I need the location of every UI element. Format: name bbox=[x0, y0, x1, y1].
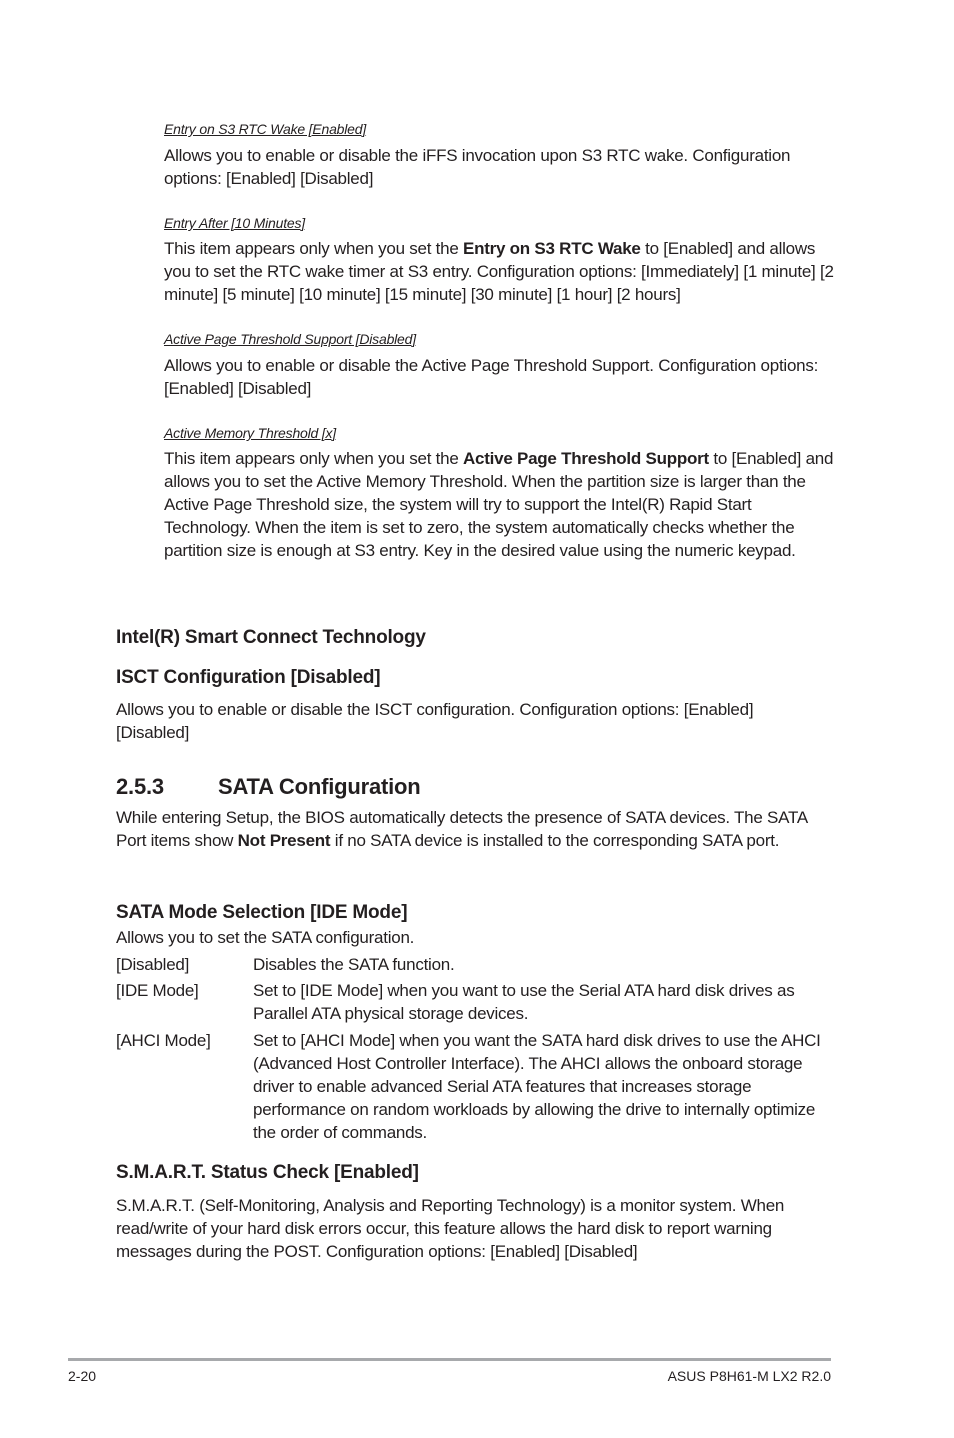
bold-term: Not Present bbox=[237, 831, 331, 850]
option-term-disabled: [Disabled] bbox=[116, 955, 190, 974]
section-number: 2.5.3 bbox=[116, 774, 164, 799]
item-body-active-page-threshold: Allows you to enable or disable the Active Page Threshold Support. Configuration options: [Enabled] [Disabled] bbox=[164, 356, 819, 398]
sata-mode-heading: SATA Mode Selection [IDE Mode] bbox=[116, 902, 408, 923]
isct-config-heading: ISCT Configuration [Disabled] bbox=[116, 667, 381, 688]
smart-body: S.M.A.R.T. (Self-Monitoring, Analysis and Reporting Technology) is a monitor system. When read/write of your hard disk errors occur, this feature allows the hard disk to report warning messages during the POST. Configuration options: [Enabled] [Disabled] bbox=[116, 1196, 785, 1261]
item-body-entry-after: This item appears only when you set the Entry on S3 RTC Wake to [Enabled] and allows you to set the RTC wake timer at S3 entry. Configuration options: [Immediately] [1 minute] [2 minute] [5 minute] [10 minute] [15 minute] [30 minute] [1 hour] [2 hours] bbox=[164, 239, 834, 304]
item-title-entry-on-s3-rtc-wake: Entry on S3 RTC Wake [Enabled] bbox=[164, 121, 367, 137]
footer-page-number: 2-20 bbox=[68, 1368, 97, 1384]
item-title-active-memory-threshold: Active Memory Threshold [x] bbox=[164, 425, 336, 441]
footer-rule bbox=[68, 1358, 831, 1361]
isct-heading: Intel(R) Smart Connect Technology bbox=[116, 627, 426, 648]
option-desc-ahci-mode: Set to [AHCI Mode] when you want the SATA hard disk drives to use the AHCI (Advanced Host Controller Interface). The AHCI allows the onboard storage driver to enable advanced Serial ATA features that increases storage performance on random workloads by allowing the drive to internally optimize the order of commands. bbox=[253, 1031, 821, 1142]
smart-heading: S.M.A.R.T. Status Check [Enabled] bbox=[116, 1162, 419, 1183]
item-title-entry-after: Entry After [10 Minutes] bbox=[164, 215, 305, 231]
isct-body: Allows you to enable or disable the ISCT configuration. Configuration options: [Enabled] [Disabled] bbox=[116, 700, 754, 742]
option-desc-ide-mode: Set to [IDE Mode] when you want to use the Serial ATA hard disk drives as Parallel ATA physical storage devices. bbox=[253, 981, 795, 1023]
item-title-active-page-threshold: Active Page Threshold Support [Disabled] bbox=[164, 331, 416, 347]
footer-product-name: ASUS P8H61-M LX2 R2.0 bbox=[667, 1368, 831, 1384]
sata-mode-desc: Allows you to set the SATA configuration. bbox=[116, 928, 415, 947]
item-body-active-memory-threshold: This item appears only when you set the Active Page Threshold Support to [Enabled] and allows you to set the Active Memory Threshold. When the partition size is larger than the Active Page Threshold size, the system will try to support the Intel(R) Rapid Start Technology. When the item is set to zero, the system automatically checks whether the partition size is enough at S3 entry. Key in the desired value using the numeric keypad. bbox=[164, 449, 834, 560]
option-term-ahci-mode: [AHCI Mode] bbox=[116, 1031, 211, 1050]
option-desc-disabled: Disables the SATA function. bbox=[253, 955, 455, 974]
bold-term: Active Page Threshold Support bbox=[463, 449, 709, 468]
sata-intro: While entering Setup, the BIOS automatically detects the presence of SATA devices. The SATA Port items show Not Present if no SATA device is installed to the corresponding SATA port. bbox=[116, 808, 807, 850]
section-title: SATA Configuration bbox=[218, 774, 421, 799]
item-body-entry-on-s3-rtc-wake: Allows you to enable or disable the iFFS invocation upon S3 RTC wake. Configuration options: [Enabled] [Disabled] bbox=[164, 146, 791, 188]
option-term-ide-mode: [IDE Mode] bbox=[116, 981, 199, 1000]
bold-term: Entry on S3 RTC Wake bbox=[463, 239, 641, 258]
